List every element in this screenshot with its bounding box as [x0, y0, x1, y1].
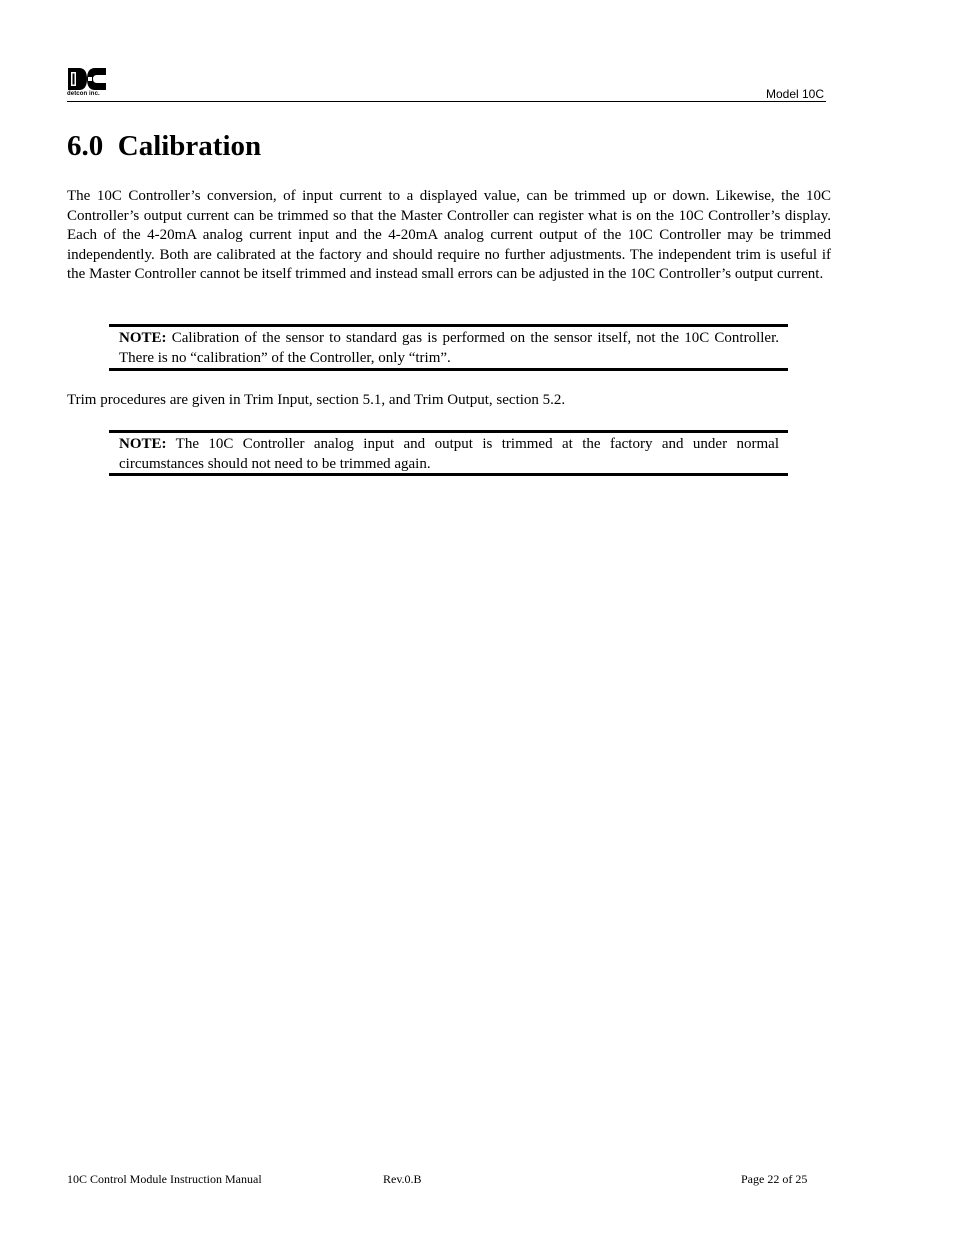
- note-label: NOTE:: [119, 436, 167, 452]
- intro-paragraph: The 10C Controller’s conversion, of input current to a displayed value, can be trimmed up or down. Likewise, the 10C Controller’s output current can be trimmed so that the Master Controller can register what is on the 10C Controller’s display. Each of the 4-20mA analog current input and the 4-20mA analog current output of the 10C Controller may be trimmed independently. Both are calibrated at the factory and should require no further adjustments. The independent trim is useful if the Master Controller cannot be itself trimmed and instead small errors can be adjusted in the 10C Controller’s output current.: [67, 188, 831, 283]
- section-heading: [67, 130, 261, 163]
- section-title: Calibration: [117, 130, 262, 162]
- page-header: [67, 68, 826, 102]
- note-box-calibration: [109, 324, 788, 371]
- footer-page-number: Page 22 of 25: [741, 1172, 808, 1186]
- note-text: The 10C Controller analog input and output is trimmed at the factory and under normal circumstances should not need to be trimmed again.: [119, 436, 779, 472]
- model-label: Model 10C: [765, 87, 824, 101]
- note-label: NOTE:: [119, 330, 167, 346]
- detcon-logo-icon: [68, 68, 106, 90]
- trim-procedures-paragraph: Trim procedures are given in Trim Input, section 5.1, and Trim Output, section 5.2.: [67, 392, 566, 408]
- section-number: 6.0: [67, 130, 104, 162]
- detcon-logo: [67, 68, 107, 100]
- note-box-trim: [109, 430, 788, 476]
- note-text: Calibration of the sensor to standard gas is performed on the sensor itself, not the 10C Controller. There is no “calibration” of the Controller, only “trim”.: [119, 330, 779, 366]
- logo-text: detcon inc.: [67, 91, 100, 97]
- footer-manual-title: 10C Control Module Instruction Manual: [67, 1172, 262, 1186]
- footer-revision: Rev.0.B: [383, 1172, 422, 1186]
